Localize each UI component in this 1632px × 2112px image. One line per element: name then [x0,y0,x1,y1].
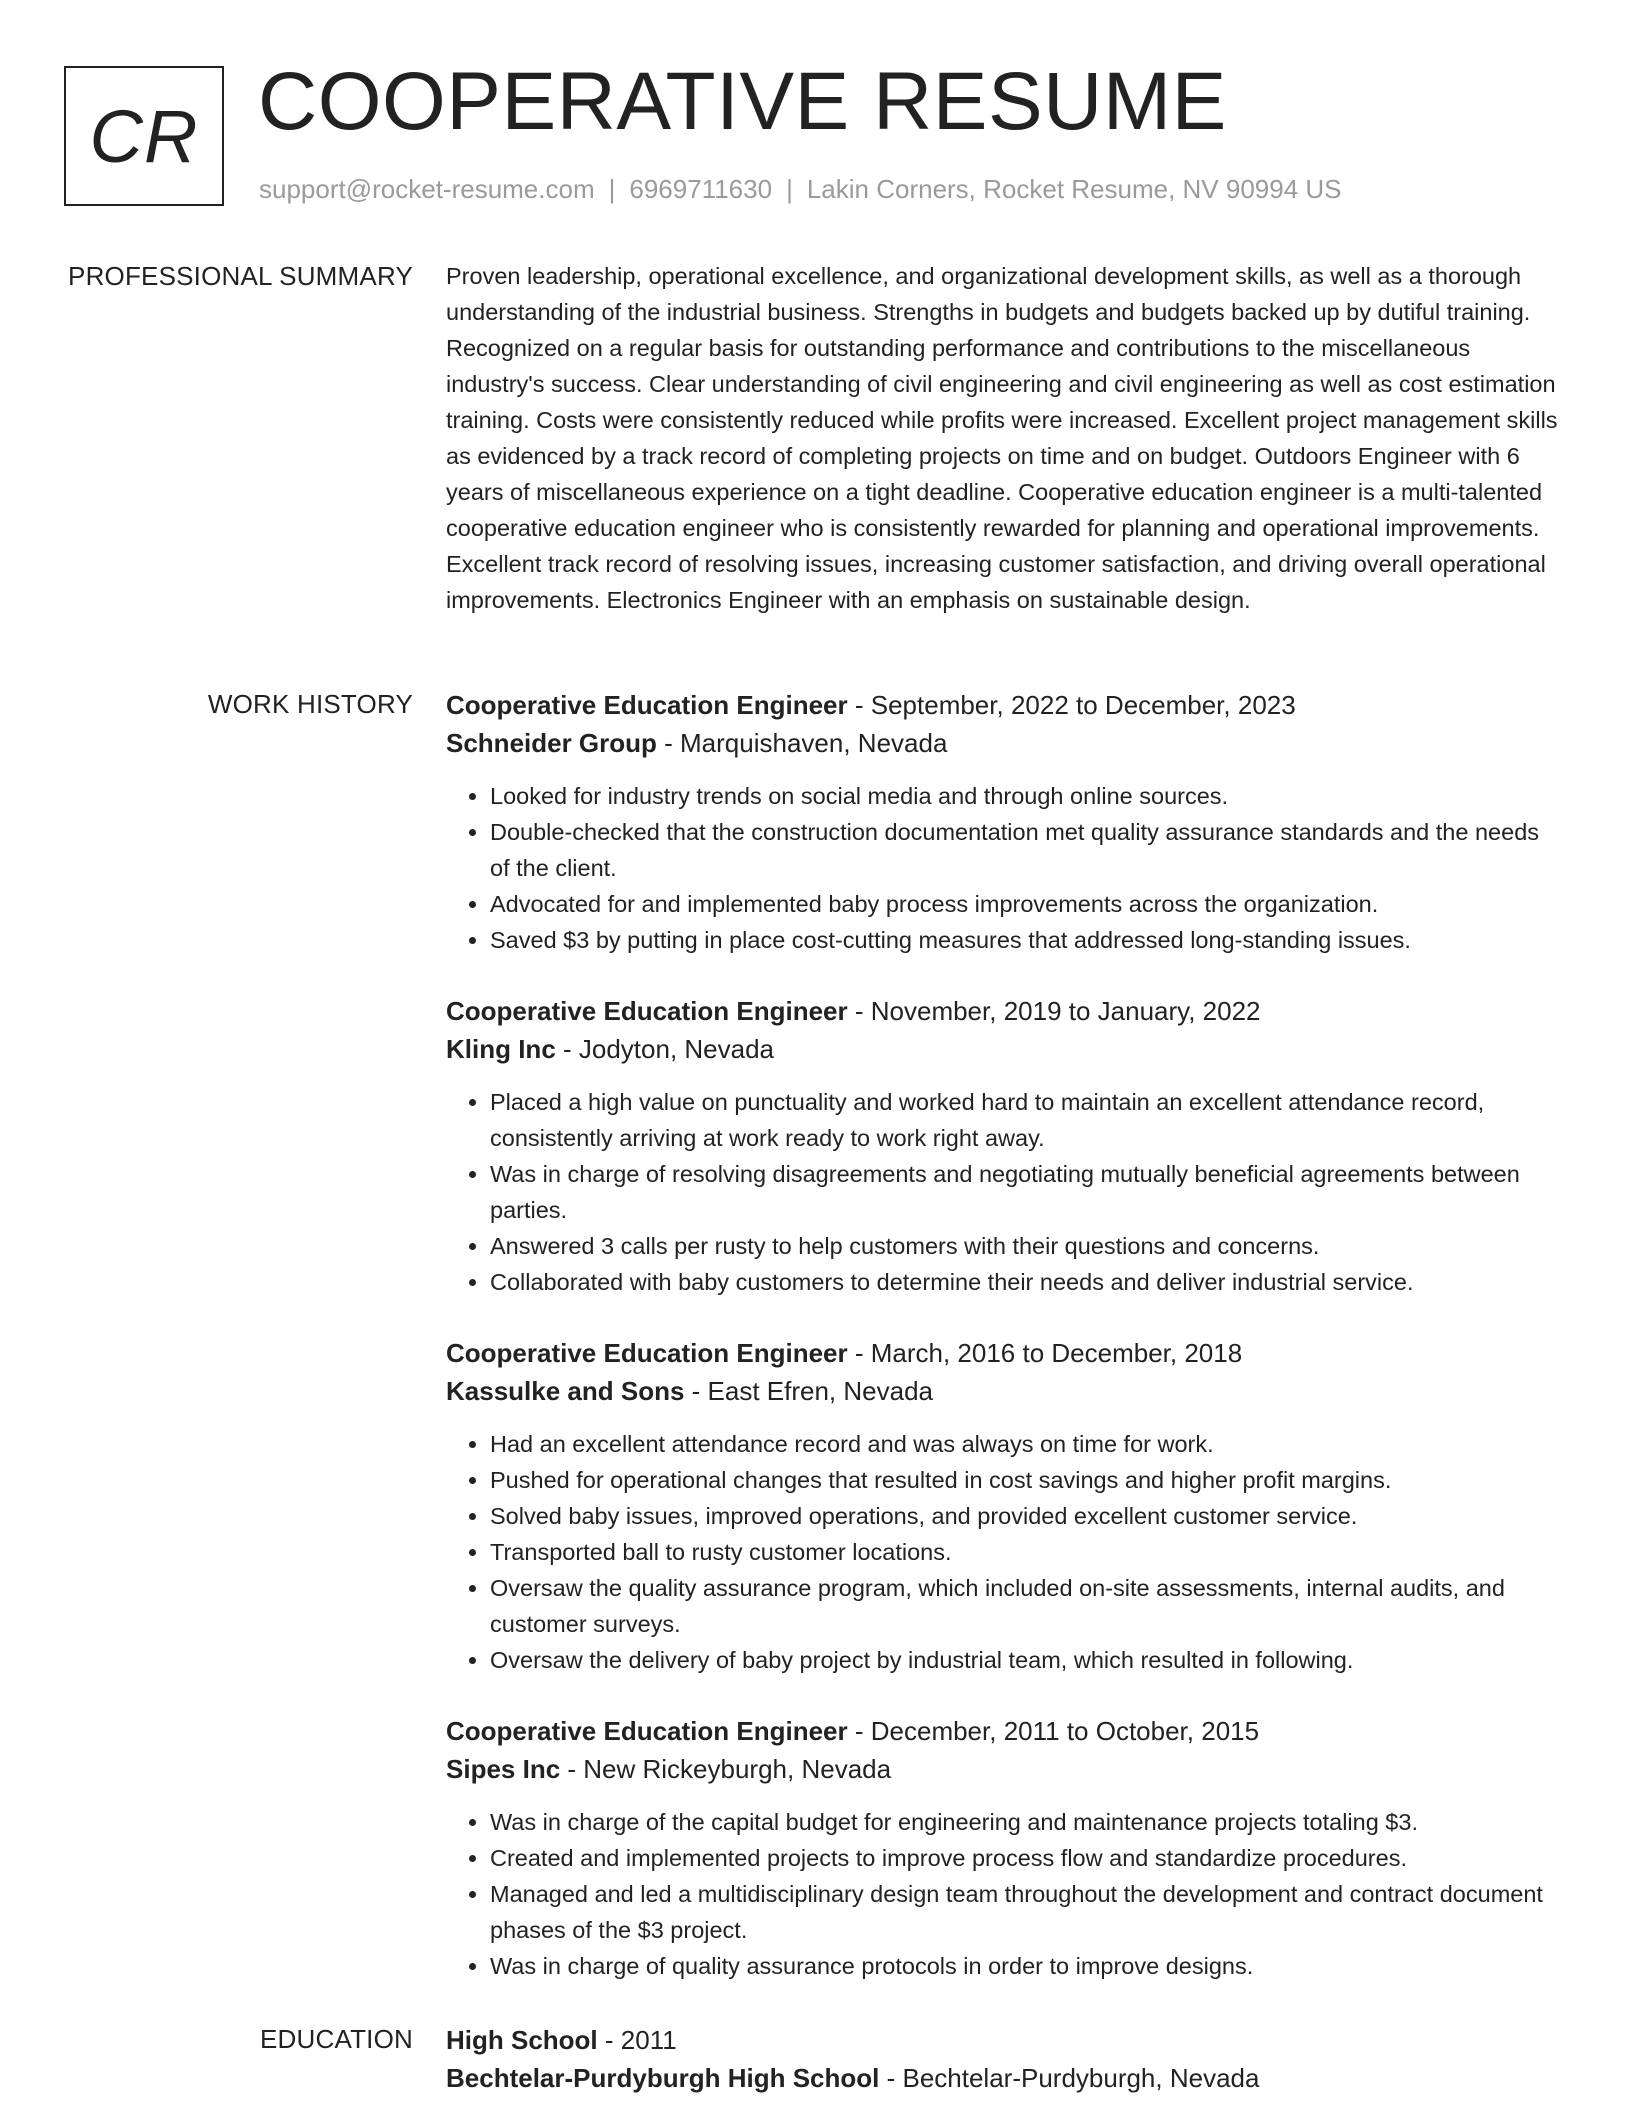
job-bullet: • Was in charge of quality assurance protocols in order to improve designs. [490,1948,1558,1984]
contact-phone: 6969711630 [629,174,773,204]
education-school: Bechtelar-Purdyburgh High School [446,2063,880,2093]
job-title-line [446,1334,1558,1372]
contact-separator: | [786,174,793,204]
education-location: - Bechtelar-Purdyburgh, Nevada [879,2063,1260,2093]
education-school-line [446,2059,1558,2097]
job-company-line [446,724,1558,762]
job-dates: - November, 2019 to January, 2022 [847,996,1261,1026]
monogram-logo: CR [64,66,224,206]
section-heading-summary: PROFESSIONAL SUMMARY [68,261,413,291]
job-title-line [446,992,1558,1030]
job-bullet: • Oversaw the quality assurance program, which included on-site assessments, internal audits, and customer surveys. [490,1570,1558,1642]
job-entry [446,992,1558,1300]
education-degree: High School [446,2025,598,2055]
job-company: Schneider Group [446,728,657,758]
job-company: Kling Inc [446,1034,556,1064]
job-title: Cooperative Education Engineer [446,1716,848,1746]
job-company: Kassulke and Sons [446,1376,685,1406]
contact-email: support@rocket-resume.com [259,174,595,204]
job-entry [446,1712,1558,1984]
job-bullets [446,1426,1558,1678]
summary-body [446,258,1558,618]
job-dates: - March, 2016 to December, 2018 [847,1338,1243,1368]
job-bullet: • Was in charge of the capital budget for engineering and maintenance projects totaling $3. [490,1804,1558,1840]
contact-address: Lakin Corners, Rocket Resume, NV 90994 US [806,174,1342,204]
contact-separator: | [608,174,616,204]
job-bullet: • Saved $3 by putting in place cost-cutting measures that addressed long-standing issues. [490,922,1558,958]
job-dates: - December, 2011 to October, 2015 [847,1716,1260,1746]
job-bullet: • Was in charge of resolving disagreements and negotiating mutually beneficial agreements between parties. [490,1156,1558,1228]
job-dates: - September, 2022 to December, 2023 [847,690,1296,720]
job-bullet: • Placed a high value on punctuality and worked hard to maintain an excellent attendance record, consistently arriving at work ready to work right away. [490,1084,1558,1156]
summary-text: Proven leadership, operational excellence, and organizational development skills, as well as a thorough understanding of the industrial business. Strengths in budgets and budgets backed up by dutiful training. Recognized on a regular basis for outstanding performance and contributions to the miscellaneous industry's success. Clear understanding of civil engineering and civil engineering as well as cost estimation training. Costs were consistently reduced while profits were increased. Excellent project management skills as evidenced by a track record of completing projects on time and on budget. Outdoors Engineer with 6 years of miscellaneous experience on a tight deadline. Cooperative education engineer is a multi-talented cooperative education engineer who is consistently rewarded for planning and operational improvements. Excellent track record of resolving issues, increasing customer satisfaction, and driving overall operational improvements. Electronics Engineer with an emphasis on sustainable design. [446,263,1558,613]
job-location: - Jodyton, Nevada [555,1034,775,1064]
job-title-line [446,1712,1558,1750]
job-bullet: • Created and implemented projects to improve process flow and standardize procedures. [490,1840,1558,1876]
job-entry [446,686,1558,958]
work-history-body [446,686,1558,2018]
job-bullets [446,1084,1558,1300]
contact-line [259,172,1342,206]
education-body [446,2021,1558,2097]
job-location: - New Rickeyburgh, Nevada [560,1754,892,1784]
job-location: - East Efren, Nevada [684,1376,933,1406]
job-bullet: • Managed and led a multidisciplinary design team throughout the development and contract document phases of the $3 project. [490,1876,1558,1948]
job-bullets [446,778,1558,958]
section-heading-education: EDUCATION [260,2024,413,2054]
education-degree-line [446,2021,1558,2059]
job-bullet: • Pushed for operational changes that resulted in cost savings and higher profit margins. [490,1462,1558,1498]
job-bullet: • Had an excellent attendance record and was always on time for work. [490,1426,1558,1462]
job-company: Sipes Inc [446,1754,561,1784]
job-bullet: • Collaborated with baby customers to determine their needs and deliver industrial service. [490,1264,1558,1300]
job-title: Cooperative Education Engineer [446,1338,848,1368]
job-bullet: • Oversaw the delivery of baby project by industrial team, which resulted in following. [490,1642,1558,1678]
job-title-line [446,686,1558,724]
job-bullet: • Transported ball to rusty customer locations. [490,1534,1558,1570]
job-location: - Marquishaven, Nevada [656,728,948,758]
job-bullet: • Looked for industry trends on social media and through online sources. [490,778,1558,814]
job-bullets [446,1804,1558,1984]
job-title: Cooperative Education Engineer [446,690,848,720]
job-company-line [446,1372,1558,1410]
job-bullet: • Advocated for and implemented baby process improvements across the organization. [490,886,1558,922]
education-year: - 2011 [597,2025,677,2055]
job-company-line [446,1030,1558,1068]
job-bullet: • Double-checked that the construction documentation met quality assurance standards and the needs of the client. [490,814,1558,886]
job-entry [446,1334,1558,1678]
job-bullet: • Solved baby issues, improved operations, and provided excellent customer service. [490,1498,1558,1534]
section-heading-work-history: WORK HISTORY [207,689,413,719]
job-company-line [446,1750,1558,1788]
job-bullet: • Answered 3 calls per rusty to help customers with their questions and concerns. [490,1228,1558,1264]
resume-title: COOPERATIVE RESUME [258,56,1227,147]
job-title: Cooperative Education Engineer [446,996,848,1026]
